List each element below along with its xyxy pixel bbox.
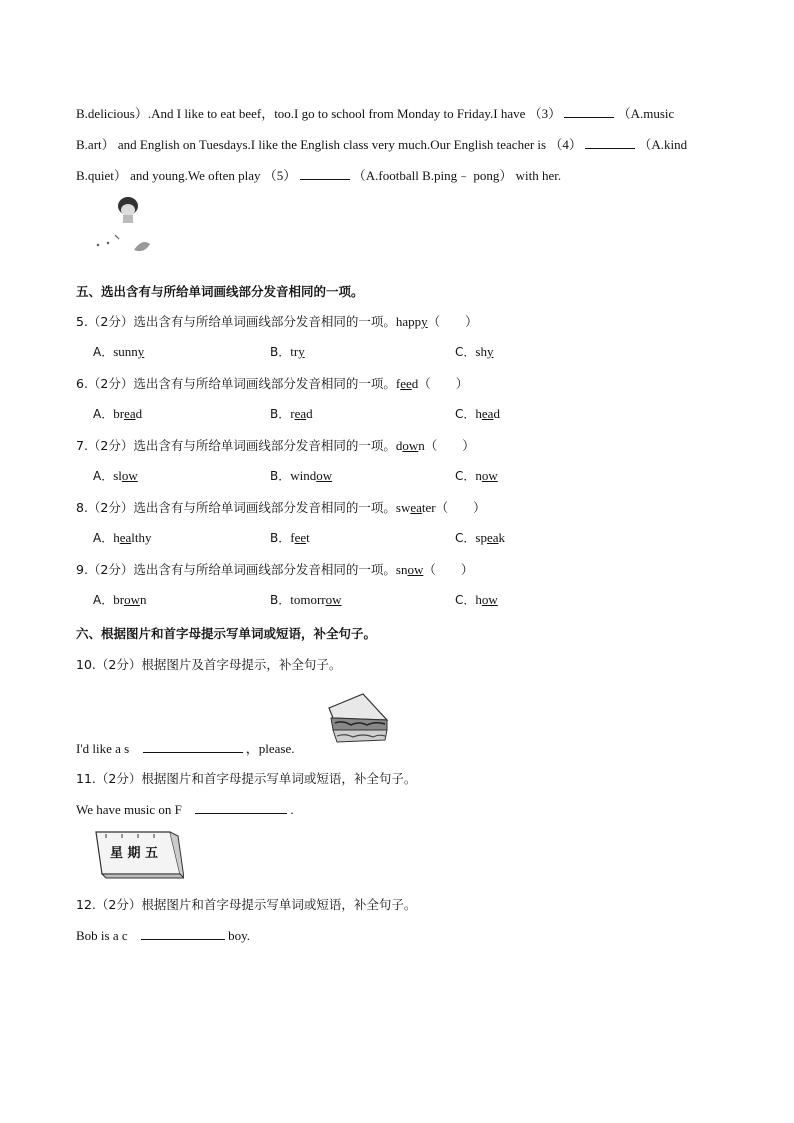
sentence-text: I'd like a s: [76, 741, 130, 756]
calendar-day-text: 星 期 五: [110, 846, 159, 861]
section-6-title: 六、根据图片和首字母提示写单词或短语，补全句子。: [76, 626, 377, 641]
question-11-stem: 11.（2分）根据图片和首字母提示写单词或短语，补全句子。: [76, 771, 417, 786]
word-part: tr: [290, 344, 299, 359]
option-b[interactable]: [270, 467, 332, 484]
underlined-letters: ee: [294, 530, 307, 545]
word-part: sl: [113, 468, 122, 483]
option-c[interactable]: [455, 405, 500, 422]
passage-text: B.quiet） and young.We often play （5）: [76, 168, 297, 183]
option-label: A．: [93, 469, 114, 483]
answer-paren[interactable]: （ ）: [427, 314, 478, 329]
answer-paren[interactable]: （ ）: [424, 438, 475, 453]
word-part: happ: [395, 314, 422, 329]
option-label: B．: [270, 593, 291, 607]
answer-paren[interactable]: （ ）: [418, 376, 469, 391]
underlined-letters: ea: [410, 500, 422, 515]
word-part: sn: [395, 562, 408, 577]
underlined-letters: ow: [325, 592, 342, 607]
option-a[interactable]: [93, 343, 144, 360]
word-part: h: [475, 406, 482, 421]
underlined-letters: ow: [402, 438, 419, 453]
underlined-letters: ow: [481, 468, 498, 483]
underlined-letters: ea: [486, 530, 499, 545]
word-part: br: [113, 592, 125, 607]
question-stem-text: 9.（2分）选出含有与所给单词画线部分发音相同的一项。: [76, 562, 396, 577]
underlined-letters: y: [421, 314, 428, 329]
option-c[interactable]: [455, 529, 505, 546]
passage-text: （A.kind: [638, 137, 688, 152]
word-part: n: [418, 438, 425, 453]
underlined-letters: ow: [407, 562, 424, 577]
option-b[interactable]: [270, 405, 313, 422]
option-label: B．: [270, 531, 291, 545]
underlined-letters: ow: [124, 592, 140, 607]
option-label: A．: [93, 407, 114, 421]
passage-line-3: [76, 165, 561, 184]
option-c[interactable]: [455, 343, 493, 360]
option-label: B．: [270, 407, 291, 421]
underlined-letters: ow: [481, 592, 498, 607]
underlined-letters: ea: [294, 406, 307, 421]
given-word: [396, 314, 428, 329]
option-label: C．: [455, 531, 476, 545]
passage-text: （A.football B.ping﹣ pong） with her.: [352, 168, 562, 183]
word-part: d: [493, 406, 500, 421]
question-8-stem: [76, 498, 486, 516]
underlined-letters: ow: [316, 468, 333, 483]
sentence-text: We have music on F: [76, 802, 182, 817]
word-part: sp: [475, 530, 487, 545]
passage-line-1: [76, 103, 674, 122]
question-9-stem: [76, 560, 473, 578]
word-part: sh: [475, 344, 487, 359]
answer-blank-4[interactable]: [585, 136, 635, 149]
underlined-letters: ea: [481, 406, 494, 421]
section-5-title: 五、选出含有与所给单词画线部分发音相同的一项。: [76, 284, 364, 299]
option-label: C．: [455, 593, 476, 607]
option-a[interactable]: [93, 591, 146, 608]
word-part: wind: [290, 468, 317, 483]
given-word: [396, 562, 423, 577]
word-part: n: [139, 592, 147, 607]
word-part: br: [113, 406, 125, 421]
question-12-stem: 12.（2分）根据图片和首字母提示写单词或短语，补全句子。: [76, 897, 417, 912]
sandwich-illustration: [323, 690, 393, 750]
sentence-text: ，please.: [245, 741, 295, 756]
option-a[interactable]: [93, 529, 152, 546]
question-11-sentence: [76, 801, 294, 818]
option-b[interactable]: [270, 343, 305, 360]
question-stem-text: 8.（2分）选出含有与所给单词画线部分发音相同的一项。: [76, 500, 396, 515]
question-stem-text: 7.（2分）选出含有与所给单词画线部分发音相同的一项。: [76, 438, 396, 453]
option-label: C．: [455, 345, 476, 359]
sentence-text: boy.: [228, 928, 251, 943]
answer-blank-11[interactable]: [195, 801, 287, 814]
question-6-stem: [76, 374, 468, 392]
word-part: n: [475, 468, 482, 483]
underlined-letters: ea: [119, 530, 132, 545]
word-part: h: [113, 530, 120, 545]
word-part: h: [475, 592, 482, 607]
underlined-letters: y: [137, 344, 145, 359]
word-part: d: [395, 438, 403, 453]
word-part: ter: [421, 500, 436, 515]
calendar-illustration: [92, 828, 184, 882]
option-label: C．: [455, 469, 476, 483]
passage-text: （A.music: [617, 106, 675, 121]
word-part: d: [411, 376, 419, 391]
word-part: r: [290, 406, 295, 421]
option-label: A．: [93, 593, 114, 607]
answer-blank-12[interactable]: [141, 927, 225, 940]
option-a[interactable]: [93, 467, 138, 484]
word-part: d: [135, 406, 143, 421]
sentence-text: Bob is a c: [76, 928, 128, 943]
question-12-sentence: [76, 927, 250, 944]
question-stem-text: 6.（2分）选出含有与所给单词画线部分发音相同的一项。: [76, 376, 396, 391]
word-part: tomorr: [290, 592, 326, 607]
option-c[interactable]: [455, 467, 498, 484]
given-word: [396, 500, 436, 515]
question-5-stem: [76, 312, 478, 330]
given-word: [396, 438, 425, 453]
word-part: sw: [395, 500, 411, 515]
sentence-text: .: [290, 802, 294, 817]
word-part: k: [498, 530, 505, 545]
word-part: sunn: [113, 344, 138, 359]
word-part: lthy: [131, 530, 152, 545]
question-7-stem: [76, 436, 475, 454]
option-label: A．: [93, 345, 114, 359]
question-stem-text: 5.（2分）选出含有与所给单词画线部分发音相同的一项。: [76, 314, 396, 329]
option-b[interactable]: [270, 529, 310, 546]
question-10-stem: 10.（2分）根据图片及首字母提示，补全句子。: [76, 657, 342, 672]
word-part: f: [290, 530, 295, 545]
option-c[interactable]: [455, 591, 498, 608]
answer-paren[interactable]: （ ）: [423, 562, 474, 577]
passage-text: B.delicious）.And I like to eat beef，too.I go to school from Monday to Friday.I have （3）: [76, 106, 562, 121]
answer-paren[interactable]: （ ）: [435, 500, 486, 515]
boy-illustration: [90, 192, 160, 262]
word-part: d: [306, 406, 313, 421]
passage-text: B.art） and English on Tuesdays.I like the English class very much.Our English teacher is （4）: [76, 137, 582, 152]
option-label: C．: [455, 407, 476, 421]
word-part: t: [306, 530, 310, 545]
option-label: A．: [93, 531, 114, 545]
answer-blank-10[interactable]: [143, 740, 243, 753]
option-b[interactable]: [270, 591, 342, 608]
answer-blank-5[interactable]: [300, 167, 350, 180]
underlined-letters: ea: [124, 406, 136, 421]
option-label: B．: [270, 469, 291, 483]
word-part: f: [395, 376, 401, 391]
question-10-sentence: [76, 738, 294, 757]
answer-blank-3[interactable]: [564, 105, 614, 118]
underlined-letters: ee: [400, 376, 412, 391]
underlined-letters: ow: [121, 468, 138, 483]
option-a[interactable]: [93, 405, 142, 422]
given-word: [396, 376, 418, 391]
passage-line-2: [76, 134, 687, 153]
underlined-letters: y: [486, 344, 494, 359]
underlined-letters: y: [298, 344, 305, 359]
option-label: B．: [270, 345, 291, 359]
